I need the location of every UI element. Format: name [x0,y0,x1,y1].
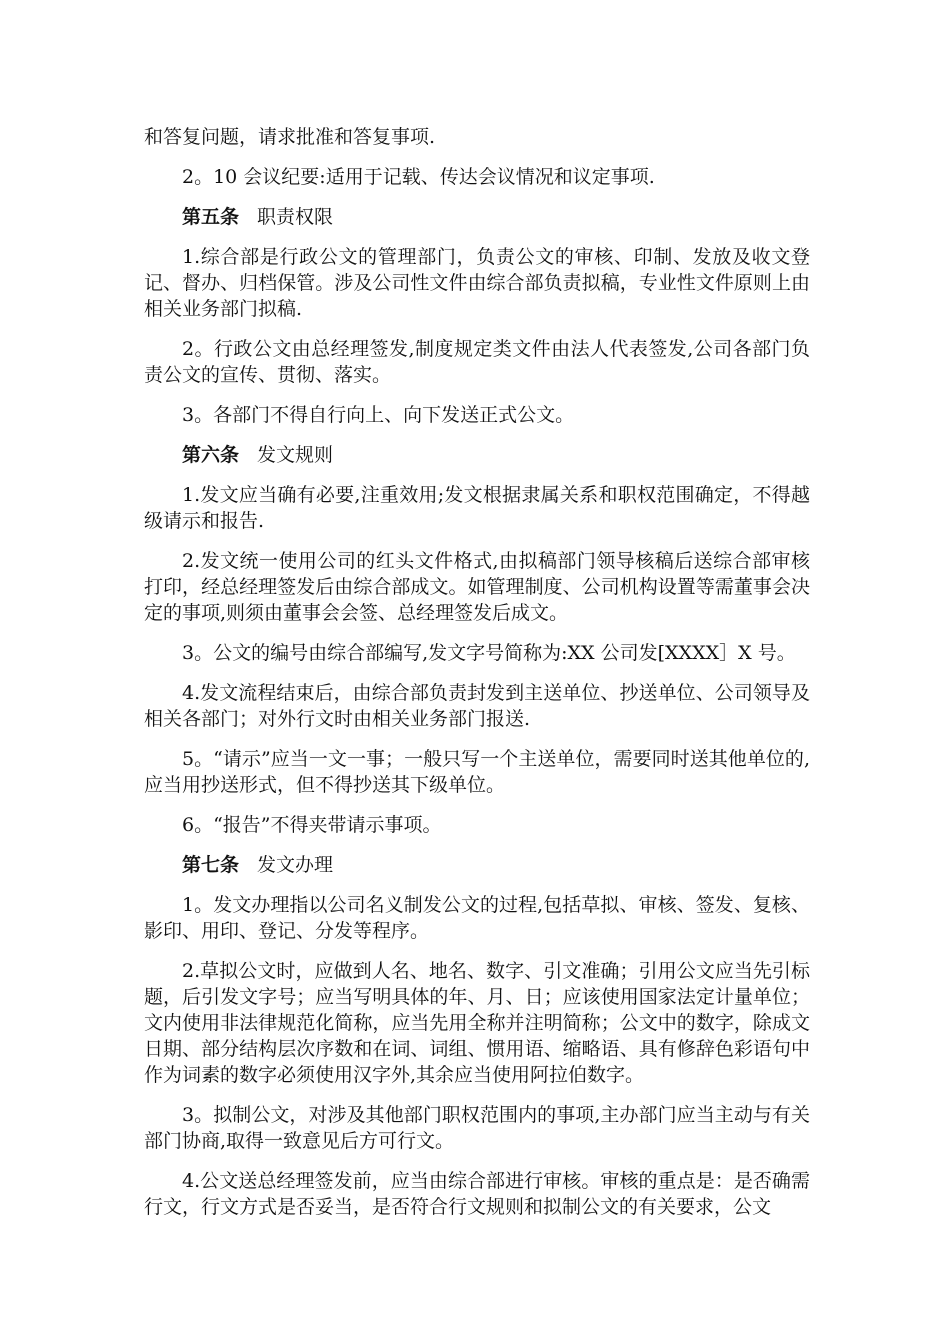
body-paragraph: 6。“报告”不得夹带请示事项。 [182,814,442,836]
article-number: 第五条 [182,206,240,228]
body-paragraph: 3。公文的编号由综合部编写,发文字号简称为:XX 公司发[XXXX］X 号。 [182,642,796,664]
article-number: 第六条 [182,444,240,466]
article-title: 发文办理 [257,854,334,876]
article-heading [144,852,810,878]
body-paragraph: 2.草拟公文时，应做到人名、地名、数字、引文准确；引用公文应当先引标题，后引发文字号；应当写明具体的年、月、日；应该使用国家法定计量单位；文内使用非法律规范化简称，应当先用全称并注明简称；公文中的数字，除成文日期、部分结构层次序数和在词、词组、惯用语、缩略语、具有修辞色彩语句中作为词素的数字必须使用汉字外,其余应当使用阿拉伯数字。 [144,960,810,1086]
body-paragraph: 4.发文流程结束后，由综合部负责封发到主送单位、抄送单位、公司领导及相关各部门；对外行文时由相关业务部门报送. [144,682,810,730]
body-paragraph: 1.发文应当确有必要,注重效用;发文根据隶属关系和职权范围确定，不得越级请示和报告. [144,484,810,532]
article-title: 职责权限 [257,206,334,228]
article-heading [144,204,810,230]
body-paragraph: 2.发文统一使用公司的红头文件格式,由拟稿部门领导核稿后送综合部审核打印，经总经理签发后由综合部成文。如管理制度、公司机构设置等需董事会决定的事项,则须由董事会会签、总经理签发后成文。 [144,550,810,624]
article-title: 发文规则 [257,444,334,466]
article-heading [144,442,810,468]
body-paragraph: 1。发文办理指以公司名义制发公文的过程,包括草拟、审核、签发、复核、影印、用印、登记、分发等程序。 [144,894,810,942]
body-paragraph: 1.综合部是行政公文的管理部门，负责公文的审核、印制、发放及收文登记、督办、归档保管。涉及公司性文件由综合部负责拟稿，专业性文件原则上由相关业务部门拟稿. [144,246,810,320]
body-paragraph: 2。10 会议纪要:适用于记载、传达会议情况和议定事项. [182,166,655,188]
body-paragraph: 3。拟制公文，对涉及其他部门职权范围内的事项,主办部门应当主动与有关部门协商,取得一致意见后方可行文。 [144,1104,810,1152]
body-paragraph: 和答复问题，请求批准和答复事项. [144,126,436,148]
body-paragraph: 4.公文送总经理签发前，应当由综合部进行审核。审核的重点是：是否确需行文，行文方式是否妥当，是否符合行文规则和拟制公文的有关要求，公文 [144,1170,810,1218]
body-paragraph: 5。“请示”应当一文一事；一般只写一个主送单位，需要同时送其他单位的,应当用抄送形式，但不得抄送其下级单位。 [144,748,810,796]
body-paragraph: 3。各部门不得自行向上、向下发送正式公文。 [182,404,575,426]
body-paragraph: 2。行政公文由总经理签发,制度规定类文件由法人代表签发,公司各部门负责公文的宣传、贯彻、落实。 [144,338,810,386]
article-number: 第七条 [182,854,240,876]
